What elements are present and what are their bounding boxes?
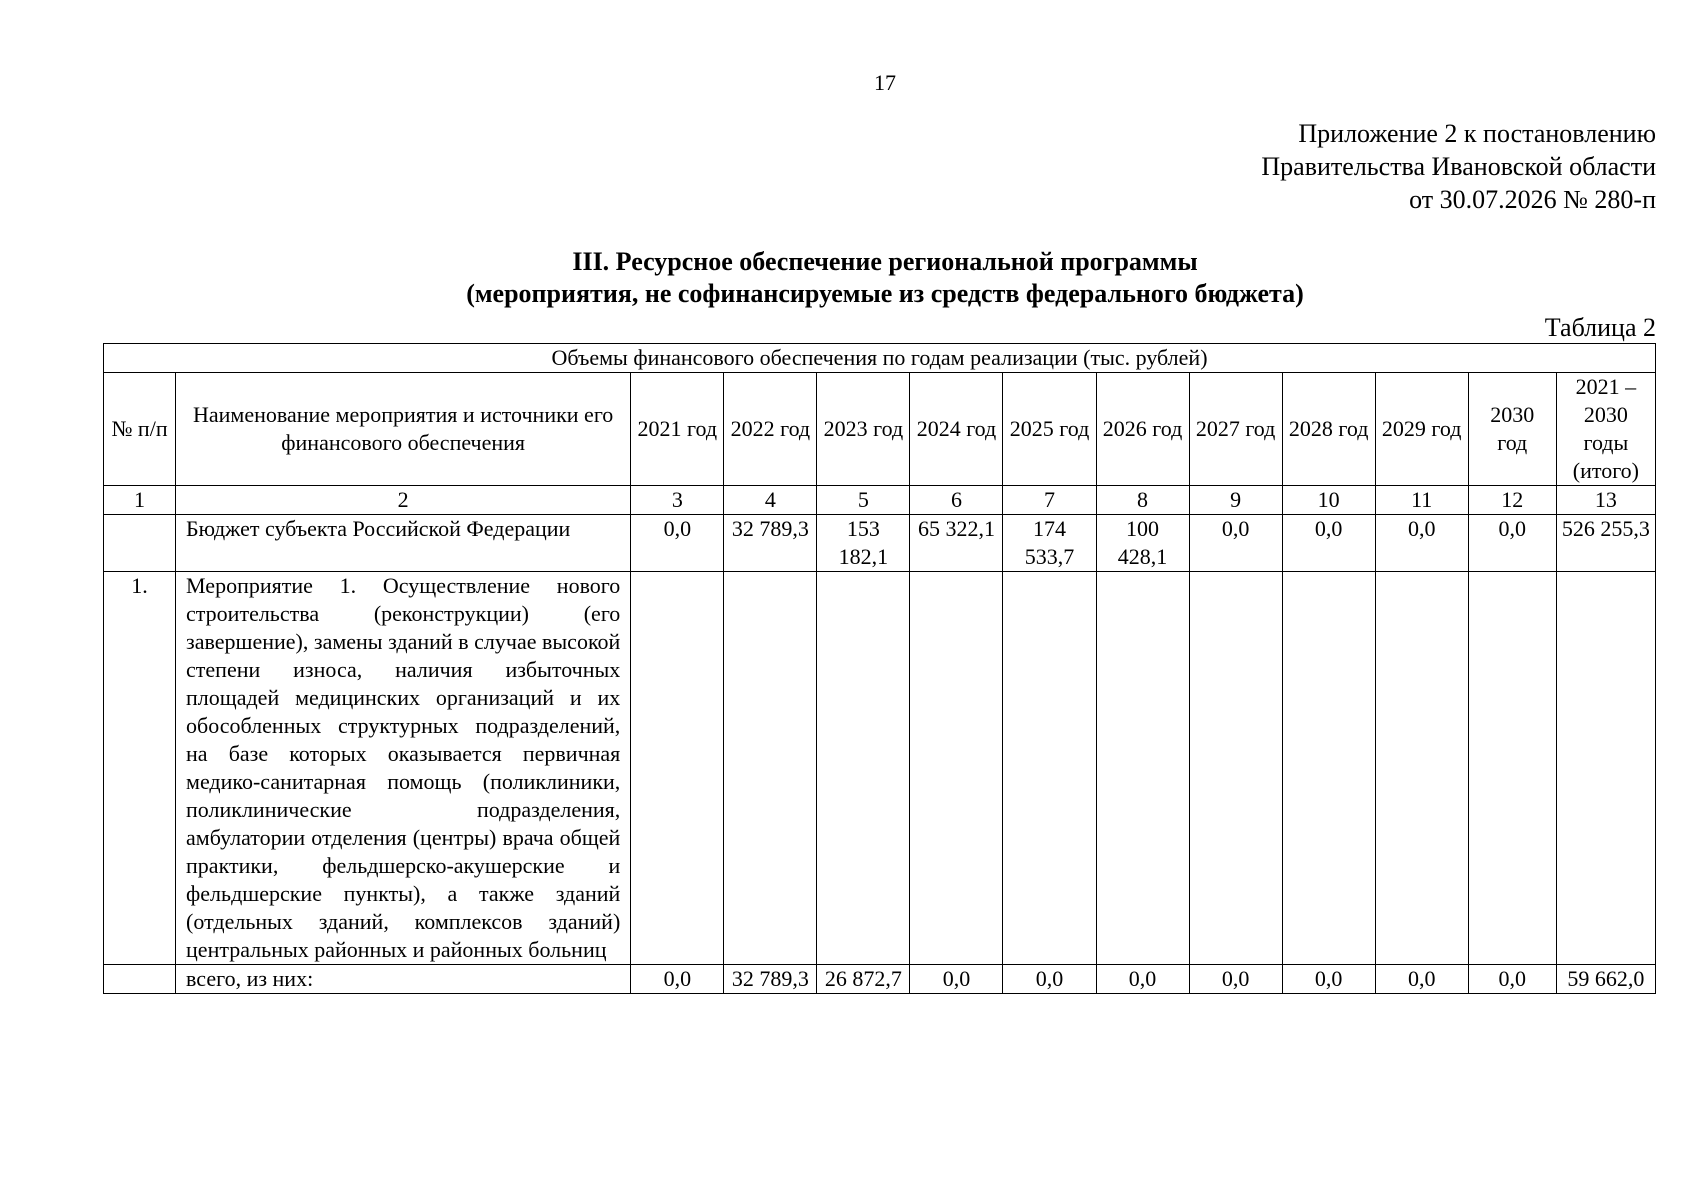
appendix-line-1: Приложение 2 к постановлению: [1298, 119, 1656, 148]
section-title: [0, 246, 1697, 310]
row-value: 174 533,7: [1003, 515, 1096, 572]
header-number: № п/п: [104, 373, 176, 486]
appendix-line-3: от 30.07.2026 № 280-п: [1409, 185, 1656, 214]
row-name: всего, из них:: [176, 965, 631, 994]
row-value: 0,0: [1003, 965, 1096, 994]
column-index: 3: [631, 486, 724, 515]
header-year: 2021 год: [631, 373, 724, 486]
row-name: Мероприятие 1. Осуществление нового строительства (реконструкции) (его завершение), замены зданий в случае высокой степени износа, наличия избыточных площадей медицинских организаций и их обособленных структурных подразделений, на базе которых оказывается первичная медико-санитарная помощь (поликлиники, поликлинические подразделения, амбулатории отделения (центры) врача общей практики, фельдшерско-акушерские и фельдшерские пункты), а также зданий (отдельных зданий, комплексов зданий) центральных районных и районных больниц: [176, 572, 631, 965]
table-label: Таблица 2: [1544, 313, 1656, 342]
column-index: 11: [1375, 486, 1468, 515]
row-value: 0,0: [1096, 965, 1189, 994]
row-value: 153 182,1: [817, 515, 910, 572]
column-index: 8: [1096, 486, 1189, 515]
row-value: 0,0: [1375, 515, 1468, 572]
header-year: 2022 год: [724, 373, 817, 486]
header-year: 2028 год: [1282, 373, 1375, 486]
row-value: [1003, 572, 1096, 965]
row-value: 0,0: [1189, 515, 1282, 572]
row-number: 1.: [104, 572, 176, 965]
row-number: [104, 965, 176, 994]
header-year: 2026 год: [1096, 373, 1189, 486]
header-total: 2021 – 2030 годы (итого): [1556, 373, 1655, 486]
appendix-note: [1261, 117, 1656, 216]
section-title-line-2: (мероприятия, не софинансируемые из средств федерального бюджета): [466, 279, 1304, 308]
header-year: 2030 год: [1468, 373, 1556, 486]
row-value: 26 872,7: [817, 965, 910, 994]
row-value: [1468, 572, 1556, 965]
row-value: [1282, 572, 1375, 965]
row-value: [631, 572, 724, 965]
row-number: [104, 515, 176, 572]
row-value: 0,0: [1468, 965, 1556, 994]
row-value: 0,0: [910, 965, 1003, 994]
header-year: 2027 год: [1189, 373, 1282, 486]
header-year: 2025 год: [1003, 373, 1096, 486]
column-index: 7: [1003, 486, 1096, 515]
header-year: 2029 год: [1375, 373, 1468, 486]
column-index: 4: [724, 486, 817, 515]
row-value: [1556, 572, 1655, 965]
column-index: 9: [1189, 486, 1282, 515]
row-value: 0,0: [631, 515, 724, 572]
row-value: [910, 572, 1003, 965]
row-value: 0,0: [1282, 515, 1375, 572]
column-index: 10: [1282, 486, 1375, 515]
header-name: Наименование мероприятия и источники его финансового обеспечения: [176, 373, 631, 486]
row-value: [1189, 572, 1282, 965]
column-index: 13: [1556, 486, 1655, 515]
row-value: 0,0: [1282, 965, 1375, 994]
row-value: 526 255,3: [1556, 515, 1655, 572]
row-value: 65 322,1: [910, 515, 1003, 572]
row-value: 32 789,3: [724, 965, 817, 994]
section-title-line-1: III. Ресурсное обеспечение региональной программы: [572, 247, 1198, 276]
column-index: 12: [1468, 486, 1556, 515]
row-name: Бюджет субъекта Российской Федерации: [176, 515, 631, 572]
row-value: [1096, 572, 1189, 965]
column-index: 2: [176, 486, 631, 515]
page-number: 17: [874, 70, 896, 95]
table-super-header: Объемы финансового обеспечения по годам реализации (тыс. рублей): [104, 344, 1656, 373]
table-super-header-row: [104, 344, 1656, 373]
appendix-line-2: Правительства Ивановской области: [1261, 152, 1656, 181]
row-value: 0,0: [1375, 965, 1468, 994]
row-value: 100 428,1: [1096, 515, 1189, 572]
column-index: 5: [817, 486, 910, 515]
row-value: 59 662,0: [1556, 965, 1655, 994]
row-value: 0,0: [631, 965, 724, 994]
row-value: [1375, 572, 1468, 965]
budget-table: [103, 343, 1656, 994]
column-index: 6: [910, 486, 1003, 515]
row-value: 0,0: [1189, 965, 1282, 994]
table-row: [104, 965, 1656, 994]
table-header-row: [104, 373, 1656, 486]
row-value: [724, 572, 817, 965]
table-row: [104, 515, 1656, 572]
column-index-row: [104, 486, 1656, 515]
header-year: 2023 год: [817, 373, 910, 486]
column-index: 1: [104, 486, 176, 515]
row-value: 0,0: [1468, 515, 1556, 572]
header-year: 2024 год: [910, 373, 1003, 486]
row-value: 32 789,3: [724, 515, 817, 572]
row-value: [817, 572, 910, 965]
table-row: [104, 572, 1656, 965]
